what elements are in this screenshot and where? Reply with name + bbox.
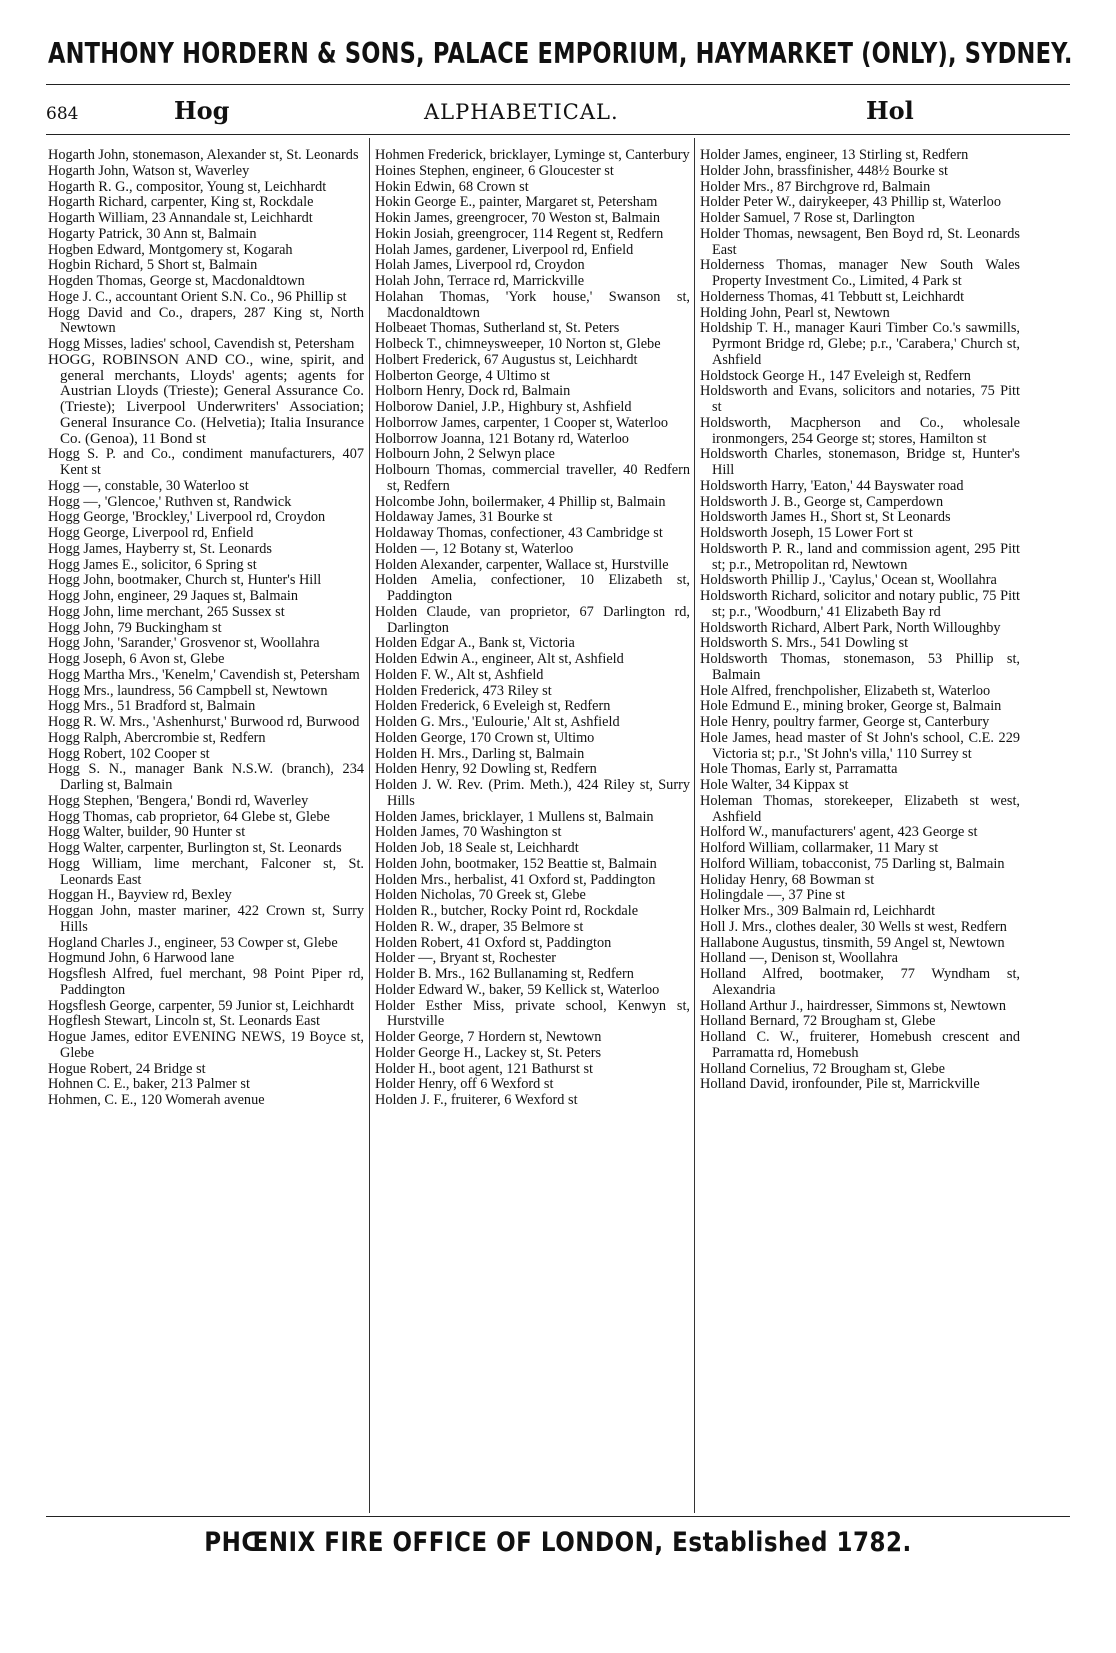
directory-entry: Holland Arthur J., hairdresser, Simmons st, Newtown bbox=[700, 997, 1006, 1014]
directory-entry: Holden Frederick, 6 Eveleigh st, Redfern bbox=[375, 698, 611, 715]
directory-entry: Hogg David and Co., drapers, 287 King st, North Newtown bbox=[48, 304, 364, 337]
column-divider bbox=[369, 138, 370, 1513]
right-guide-word: Hol bbox=[866, 96, 914, 125]
directory-entry: Holder —, Bryant st, Rochester bbox=[375, 950, 557, 967]
directory-entry: Hokin James, greengrocer, 70 Weston st, Balmain bbox=[375, 210, 661, 226]
directory-entry: Hoggan H., Bayview rd, Bexley bbox=[48, 887, 232, 904]
directory-entry: Holborrow Joanna, 121 Botany rd, Waterloo bbox=[375, 430, 629, 447]
directory-entry: Holden H. Mrs., Darling st, Balmain bbox=[375, 745, 585, 762]
directory-entry: Hole Edmund E., mining broker, George st, Balmain bbox=[700, 698, 1002, 715]
directory-entry: Holdsworth Richard, Albert Park, North Willoughby bbox=[700, 619, 1001, 636]
directory-entry: Hogg Robert, 102 Cooper st bbox=[48, 745, 210, 762]
header-rule bbox=[46, 134, 1070, 135]
directory-entry: Holbert Frederick, 67 Augustus st, Leichhardt bbox=[375, 351, 638, 368]
directory-entry: Holder John, brassfinisher, 448½ Bourke st bbox=[700, 162, 949, 179]
directory-entry: Holland Bernard, 72 Brougham st, Glebe bbox=[700, 1013, 936, 1030]
directory-entry: Holden James, 70 Washington st bbox=[375, 824, 562, 841]
directory-entry: Holden G. Mrs., 'Eulourie,' Alt st, Ashfield bbox=[375, 714, 620, 730]
directory-entry: Hohnen C. E., baker, 213 Palmer st bbox=[48, 1076, 250, 1093]
top-rule bbox=[46, 84, 1070, 85]
directory-entry: Hogg Misses, ladies' school, Cavendish st, Petersham bbox=[48, 336, 355, 352]
directory-entry: Holbourn Thomas, commercial traveller, 40 Redfern st, Redfern bbox=[375, 462, 690, 494]
directory-entry: Holder B. Mrs., 162 Bullanaming st, Redfern bbox=[375, 966, 634, 982]
directory-entry: Holah John, Terrace rd, Marrickville bbox=[375, 273, 585, 289]
directory-entry: Holden R. W., draper, 35 Belmore st bbox=[375, 918, 584, 935]
directory-entry: Holahan Thomas, 'York house,' Swanson st, Macdonaldtown bbox=[375, 288, 690, 321]
directory-entry: Hogg George, Liverpool rd, Enfield bbox=[48, 525, 254, 541]
directory-entry: Hohmen Frederick, bricklayer, Lyminge st, Canterbury bbox=[375, 148, 690, 163]
directory-entry: Hogg John, lime merchant, 265 Sussex st bbox=[48, 603, 285, 620]
directory-entry: Holford William, collarmaker, 11 Mary st bbox=[700, 840, 939, 856]
directory-entry: Hogg John, bootmaker, Church st, Hunter's Hill bbox=[48, 572, 322, 589]
directory-entry: Holdstock George H., 147 Eveleigh st, Redfern bbox=[700, 367, 971, 384]
directory-entry: Holdsworth S. Mrs., 541 Dowling st bbox=[700, 635, 909, 652]
directory-entry: Holder George, 7 Hordern st, Newtown bbox=[375, 1029, 602, 1045]
directory-entry: Holdaway James, 31 Bourke st bbox=[375, 509, 553, 526]
directory-entry: Holbourn John, 2 Selwyn place bbox=[375, 446, 555, 463]
directory-entry: Hogg Mrs., 51 Bradford st, Balmain bbox=[48, 698, 256, 715]
directory-entry: Hoge J. C., accountant Orient S.N. Co., 96 Phillip st bbox=[48, 288, 347, 305]
directory-entry: Hogg Walter, carpenter, Burlington st, St. Leonards bbox=[48, 840, 342, 856]
directory-column-3 bbox=[700, 148, 1020, 1510]
directory-entry: Holdsworth Charles, stonemason, Bridge st, Hunter's Hill bbox=[700, 446, 1020, 478]
directory-entry: Holcombe John, boilermaker, 4 Phillip st, Balmain bbox=[375, 493, 666, 510]
directory-entry: Holden Henry, 92 Dowling st, Redfern bbox=[375, 761, 597, 778]
directory-entry: Holden R., butcher, Rocky Point rd, Rockdale bbox=[375, 903, 639, 919]
directory-entry: Hogsflesh Alfred, fuel merchant, 98 Point Piper rd, Paddington bbox=[48, 966, 364, 998]
directory-entry: Hogflesh Stewart, Lincoln st, St. Leonards East bbox=[48, 1013, 320, 1030]
directory-entry: Holdship T. H., manager Kauri Timber Co.'s sawmills, Pyrmont Bridge rd, Glebe; p.r., 'Carabera,' Church st, Ashfield bbox=[700, 320, 1020, 368]
directory-entry: Hogden Thomas, George st, Macdonaldtown bbox=[48, 273, 305, 289]
directory-entry: Hokin Josiah, greengrocer, 114 Regent st, Redfern bbox=[375, 225, 664, 242]
directory-entry: Holder Peter W., dairykeeper, 43 Phillip st, Waterloo bbox=[700, 194, 1001, 211]
directory-entry: Holden J. F., fruiterer, 6 Wexford st bbox=[375, 1092, 578, 1108]
directory-entry: Holdsworth, Macpherson and Co., wholesale ironmongers, 254 George st; stores, Hamilton st bbox=[700, 414, 1020, 447]
directory-entry: Holbeck T., chimneysweeper, 10 Norton st, Glebe bbox=[375, 336, 661, 352]
directory-entry: Hogg Stephen, 'Bengera,' Bondi rd, Waverley bbox=[48, 792, 309, 809]
directory-entry: Holding John, Pearl st, Newtown bbox=[700, 304, 890, 321]
directory-entry: Hogg James E., solicitor, 6 Spring st bbox=[48, 556, 257, 573]
directory-entry: Hogg George, 'Brockley,' Liverpool rd, Croydon bbox=[48, 509, 326, 526]
directory-entry: Holder Henry, off 6 Wexford st bbox=[375, 1076, 554, 1093]
directory-entry: Holford W., manufacturers' agent, 423 George st bbox=[700, 824, 978, 841]
advertising-footer: PHŒNIX FIRE OFFICE OF LONDON, Established 1782. bbox=[204, 1528, 912, 1558]
footer-rule bbox=[46, 1516, 1070, 1517]
directory-entry: Hole Alfred, frenchpolisher, Elizabeth st, Waterloo bbox=[700, 682, 991, 699]
directory-entry: Holder Mrs., 87 Birchgrove rd, Balmain bbox=[700, 178, 931, 195]
directory-entry: Hogben Edward, Montgomery st, Kogarah bbox=[48, 241, 293, 258]
directory-entry: Hokin George E., painter, Margaret st, Petersham bbox=[375, 194, 658, 211]
directory-entry: Hogg John, 79 Buckingham st bbox=[48, 619, 222, 636]
directory-entry: Holdsworth Harry, 'Eaton,' 44 Bayswater road bbox=[700, 477, 964, 494]
directory-entry: Hogg John, 'Sarander,' Grosvenor st, Woollahra bbox=[48, 635, 320, 652]
directory-entry: Hogg Ralph, Abercrombie st, Redfern bbox=[48, 729, 266, 746]
directory-entry: Holden Job, 18 Seale st, Leichhardt bbox=[375, 840, 579, 856]
directory-entry: Hallabone Augustus, tinsmith, 59 Angel st, Newtown bbox=[700, 934, 1005, 951]
directory-entry: Holder Samuel, 7 Rose st, Darlington bbox=[700, 210, 915, 226]
directory-entry: Holah James, gardener, Liverpool rd, Enfield bbox=[375, 241, 634, 258]
directory-entry: Holderness Thomas, 41 Tebbutt st, Leichhardt bbox=[700, 288, 965, 305]
directory-entry: Holder Edward W., baker, 59 Kellick st, Waterloo bbox=[375, 981, 660, 998]
directory-column-2 bbox=[375, 148, 690, 1510]
directory-entry: Hole Walter, 34 Kippax st bbox=[700, 777, 849, 793]
directory-entry: Holden Frederick, 473 Riley st bbox=[375, 682, 552, 699]
directory-entry: Holden Edgar A., Bank st, Victoria bbox=[375, 635, 575, 652]
directory-entry: Holden J. W. Rev. (Prim. Meth.), 424 Riley st, Surry Hills bbox=[375, 777, 690, 809]
directory-entry: Hokin Edwin, 68 Crown st bbox=[375, 178, 529, 195]
directory-entry: Holdaway Thomas, confectioner, 43 Cambridge st bbox=[375, 525, 663, 541]
directory-entry: Holden George, 170 Crown st, Ultimo bbox=[375, 729, 595, 746]
directory-entry: Holderness Thomas, manager New South Wales Property Investment Co., Limited, 4 Park st bbox=[700, 257, 1020, 289]
directory-entry: Holden Amelia, confectioner, 10 Elizabeth st, Paddington bbox=[375, 572, 690, 604]
column-divider bbox=[694, 138, 695, 1513]
directory-entry: Holden John, bootmaker, 152 Beattie st, Balmain bbox=[375, 855, 657, 872]
directory-entry: Hogg William, lime merchant, Falconer st, St. Leonards East bbox=[48, 855, 364, 888]
running-header bbox=[46, 90, 1070, 130]
directory-entry: Hohmen, C. E., 120 Womerah avenue bbox=[48, 1092, 265, 1108]
directory-entry: Hogmund John, 6 Harwood lane bbox=[48, 950, 235, 967]
directory-entry: Hogarth William, 23 Annandale st, Leichhardt bbox=[48, 210, 313, 226]
directory-entry: Holden Edwin A., engineer, Alt st, Ashfield bbox=[375, 651, 624, 667]
directory-entry: Hogarth Richard, carpenter, King st, Rockdale bbox=[48, 194, 314, 211]
directory-entry: Holford William, tobacconist, 75 Darling st, Balmain bbox=[700, 855, 1005, 872]
directory-entry: Hogg Martha Mrs., 'Kenelm,' Cavendish st, Petersham bbox=[48, 666, 360, 683]
directory-entry: Holeman Thomas, storekeeper, Elizabeth st west, Ashfield bbox=[700, 792, 1020, 825]
directory-entry: Holborn Henry, Dock rd, Balmain bbox=[375, 383, 571, 400]
left-guide-word: Hog bbox=[174, 96, 230, 125]
directory-entry: Hogg John, engineer, 29 Jaques st, Balmain bbox=[48, 588, 298, 604]
directory-entry: Holborrow James, carpenter, 1 Cooper st, Waterloo bbox=[375, 414, 669, 431]
directory-entry: Holborow Daniel, J.P., Highbury st, Ashfield bbox=[375, 399, 632, 415]
directory-entry: Hogland Charles J., engineer, 53 Cowper st, Glebe bbox=[48, 934, 338, 951]
page-number: 684 bbox=[46, 104, 79, 124]
directory-entry: Holland Alfred, bootmaker, 77 Wyndham st, Alexandria bbox=[700, 966, 1020, 998]
directory-entry: Holker Mrs., 309 Balmain rd, Leichhardt bbox=[700, 903, 936, 919]
advertising-banner: ANTHONY HORDERN & SONS, PALACE EMPORIUM, HAYMARKET (ONLY), SYDNEY. bbox=[48, 38, 1073, 71]
directory-entry: Hogg Thomas, cab proprietor, 64 Glebe st, Glebe bbox=[48, 808, 330, 825]
directory-entry: Holl J. Mrs., clothes dealer, 30 Wells st west, Redfern bbox=[700, 918, 1007, 935]
directory-entry: Hogg Mrs., laundress, 56 Campbell st, Newtown bbox=[48, 682, 328, 699]
directory-entry: Holden Claude, van proprietor, 67 Darlington rd, Darlington bbox=[375, 603, 690, 636]
directory-entry: Hogg Walter, builder, 90 Hunter st bbox=[48, 824, 246, 841]
directory-entry: Holder James, engineer, 13 Stirling st, Redfern bbox=[700, 148, 969, 163]
directory-entry: Hogue James, editor EVENING NEWS, 19 Boyce st, Glebe bbox=[48, 1029, 364, 1061]
directory-entry: Hogg James, Hayberry st, St. Leonards bbox=[48, 540, 272, 557]
directory-entry: Holden Robert, 41 Oxford st, Paddington bbox=[375, 934, 612, 951]
directory-entry: Hole Henry, poultry farmer, George st, Canterbury bbox=[700, 714, 990, 730]
directory-entry: Holder H., boot agent, 121 Bathurst st bbox=[375, 1060, 593, 1077]
directory-entry: Holden Alexander, carpenter, Wallace st, Hurstville bbox=[375, 556, 669, 573]
directory-entry: Holberton George, 4 Ultimo st bbox=[375, 367, 550, 384]
directory-entry: Holland David, ironfounder, Pile st, Marrickville bbox=[700, 1076, 980, 1093]
directory-entry: Hogarth John, stonemason, Alexander st, St. Leonards bbox=[48, 148, 359, 163]
directory-entry: Holden Nicholas, 70 Greek st, Glebe bbox=[375, 887, 586, 904]
directory-entry: Hole Thomas, Early st, Parramatta bbox=[700, 761, 898, 778]
directory-entry: Hogg R. W. Mrs., 'Ashenhurst,' Burwood rd, Burwood bbox=[48, 714, 360, 730]
directory-entry: Holden Mrs., herbalist, 41 Oxford st, Paddington bbox=[375, 871, 656, 888]
section-title: ALPHABETICAL. bbox=[424, 100, 619, 124]
directory-entry: Hogue Robert, 24 Bridge st bbox=[48, 1060, 206, 1077]
directory-entry: Hogg Joseph, 6 Avon st, Glebe bbox=[48, 651, 225, 667]
directory-entry: Holden James, bricklayer, 1 Mullens st, Balmain bbox=[375, 808, 654, 825]
directory-entry: Holland Cornelius, 72 Brougham st, Glebe bbox=[700, 1060, 946, 1077]
directory-entry: Hogsflesh George, carpenter, 59 Junior st, Leichhardt bbox=[48, 997, 355, 1014]
directory-entry: Hogarty Patrick, 30 Ann st, Balmain bbox=[48, 225, 257, 242]
directory-entry: Holdsworth Thomas, stonemason, 53 Phillip st, Balmain bbox=[700, 651, 1020, 683]
directory-entry: Holdsworth James H., Short st, St Leonards bbox=[700, 509, 951, 526]
directory-entry: Holland C. W., fruiterer, Homebush crescent and Parramatta rd, Homebush bbox=[700, 1029, 1020, 1061]
directory-entry: Holbeaet Thomas, Sutherland st, St. Peters bbox=[375, 320, 620, 337]
directory-entry: Hogg —, constable, 30 Waterloo st bbox=[48, 477, 249, 494]
directory-entry: Holden —, 12 Botany st, Waterloo bbox=[375, 540, 574, 557]
directory-entry: Holder Thomas, newsagent, Ben Boyd rd, St. Leonards East bbox=[700, 225, 1020, 258]
directory-entry: Holder Esther Miss, private school, Kenwyn st, Hurstville bbox=[375, 997, 690, 1030]
directory-entry: Holdsworth J. B., George st, Camperdown bbox=[700, 493, 944, 510]
directory-entry: Hogarth John, Watson st, Waverley bbox=[48, 162, 250, 179]
directory-entry: Hoines Stephen, engineer, 6 Gloucester st bbox=[375, 162, 614, 179]
directory-entry: Hogbin Richard, 5 Short st, Balmain bbox=[48, 257, 258, 274]
directory-entry: Holdsworth and Evans, solicitors and notaries, 75 Pitt st bbox=[700, 383, 1020, 415]
directory-entry: Holingdale —, 37 Pine st bbox=[700, 887, 845, 904]
directory-entry: Hogg S. P. and Co., condiment manufacturers, 407 Kent st bbox=[48, 446, 364, 478]
directory-entry: Holdsworth P. R., land and commission agent, 295 Pitt st; p.r., Metropolitan rd, Newtown bbox=[700, 540, 1020, 573]
directory-entry: Holdsworth Joseph, 15 Lower Fort st bbox=[700, 525, 913, 541]
directory-entry: Hogg S. N., manager Bank N.S.W. (branch), 234 Darling st, Balmain bbox=[48, 761, 364, 793]
directory-entry: Holder George H., Lackey st, St. Peters bbox=[375, 1044, 602, 1061]
directory-entry: Holdsworth Phillip J., 'Caylus,' Ocean st, Woollahra bbox=[700, 572, 997, 589]
directory-entry: Holland —, Denison st, Woollahra bbox=[700, 950, 898, 967]
directory-entry: Holdsworth Richard, solicitor and notary public, 75 Pitt st; p.r., 'Woodburn,' 41 Elizabeth Bay rd bbox=[700, 588, 1020, 620]
directory-entry: Holah James, Liverpool rd, Croydon bbox=[375, 257, 585, 274]
directory-entry: Hogarth R. G., compositor, Young st, Leichhardt bbox=[48, 178, 327, 195]
directory-entry: Hogg —, 'Glencoe,' Ruthven st, Randwick bbox=[48, 493, 292, 510]
directory-entry: Holden F. W., Alt st, Ashfield bbox=[375, 666, 544, 683]
directory-entry: HOGG, ROBINSON AND CO., wine, spirit, and general merchants, Lloyds' agents; agents for Austrian Lloyds (Trieste); General Assurance Co. (Trieste); Liverpool Underwriters' Association; General Insurance Co. (Helvetia); Italia Insurance Co. (Genoa), 11 Bond st bbox=[48, 351, 364, 447]
directory-entry: Hole James, head master of St John's school, C.E. 229 Victoria st; p.r., 'St John's villa,' 110 Surrey st bbox=[700, 729, 1020, 762]
directory-entry: Holiday Henry, 68 Bowman st bbox=[700, 871, 875, 888]
directory-column-1 bbox=[48, 148, 364, 1510]
directory-entry: Hoggan John, master mariner, 422 Crown st, Surry Hills bbox=[48, 903, 364, 935]
